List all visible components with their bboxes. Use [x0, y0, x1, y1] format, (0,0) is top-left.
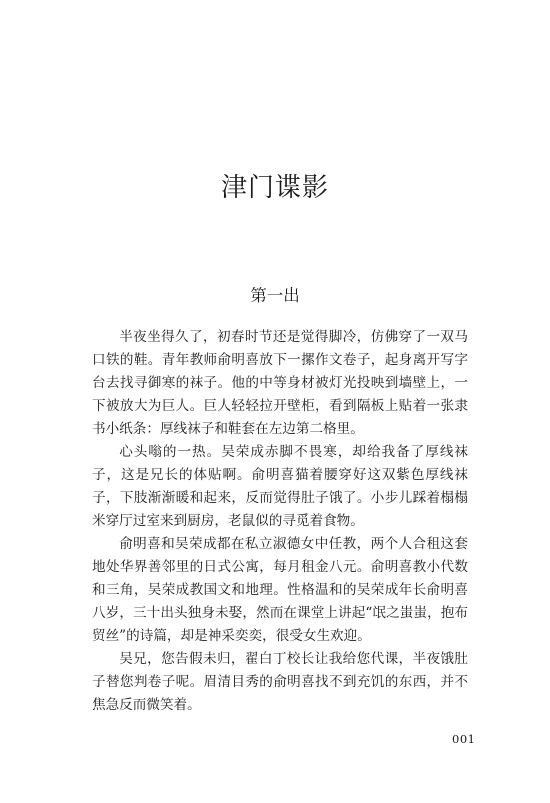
page-number: 001	[452, 732, 476, 746]
paragraph: 吴兄，您告假未归，翟白丁校长让我给您代课，半夜饿肚子替您判卷子呢。眉清目秀的俞明喜找不到充饥的东西，并不焦急反而微笑着。	[92, 651, 468, 713]
book-title: 津门谍影	[220, 173, 329, 203]
chapter-title: 第一出	[250, 286, 300, 305]
paragraph: 半夜坐得久了，初春时节还是觉得脚冷，仿佛穿了一双马口铁的鞋。青年教师俞明喜放下一摞作文卷子，起身离开写字台去找寻御寒的袜子。他的中等身材被灯光投映到墙壁上，一下被放大为巨人。巨人轻轻拉开壁柜，看到隔板上贴着一张隶书小纸条：厚线袜子和鞋套在左边第二格里。	[92, 329, 468, 437]
body-text	[92, 326, 468, 717]
paragraph: 俞明喜和吴荣成都在私立淑德女中任教，两个人合租这套地处华界善邻里的日式公寓，每月租金八元。俞明喜教小代数和三角，吴荣成教国文和地理。性格温和的吴荣成年长俞明喜八岁，三十出头独身未娶，然而在课堂上讲起“氓之蚩蚩，抱布贸丝”的诗篇，却是神采奕奕，很受女生欢迎。	[92, 536, 468, 644]
paragraph: 心头嗡的一热。吴荣成赤脚不畏寒，却给我备了厚线袜子，这是兄长的体贴啊。俞明喜猫着腰穿好这双紫色厚线袜子，下肢渐渐暖和起来，反而觉得肚子饿了。小步儿踩着榻榻米穿厅过室来到厨房，老鼠似的寻觅着食物。	[92, 444, 468, 529]
